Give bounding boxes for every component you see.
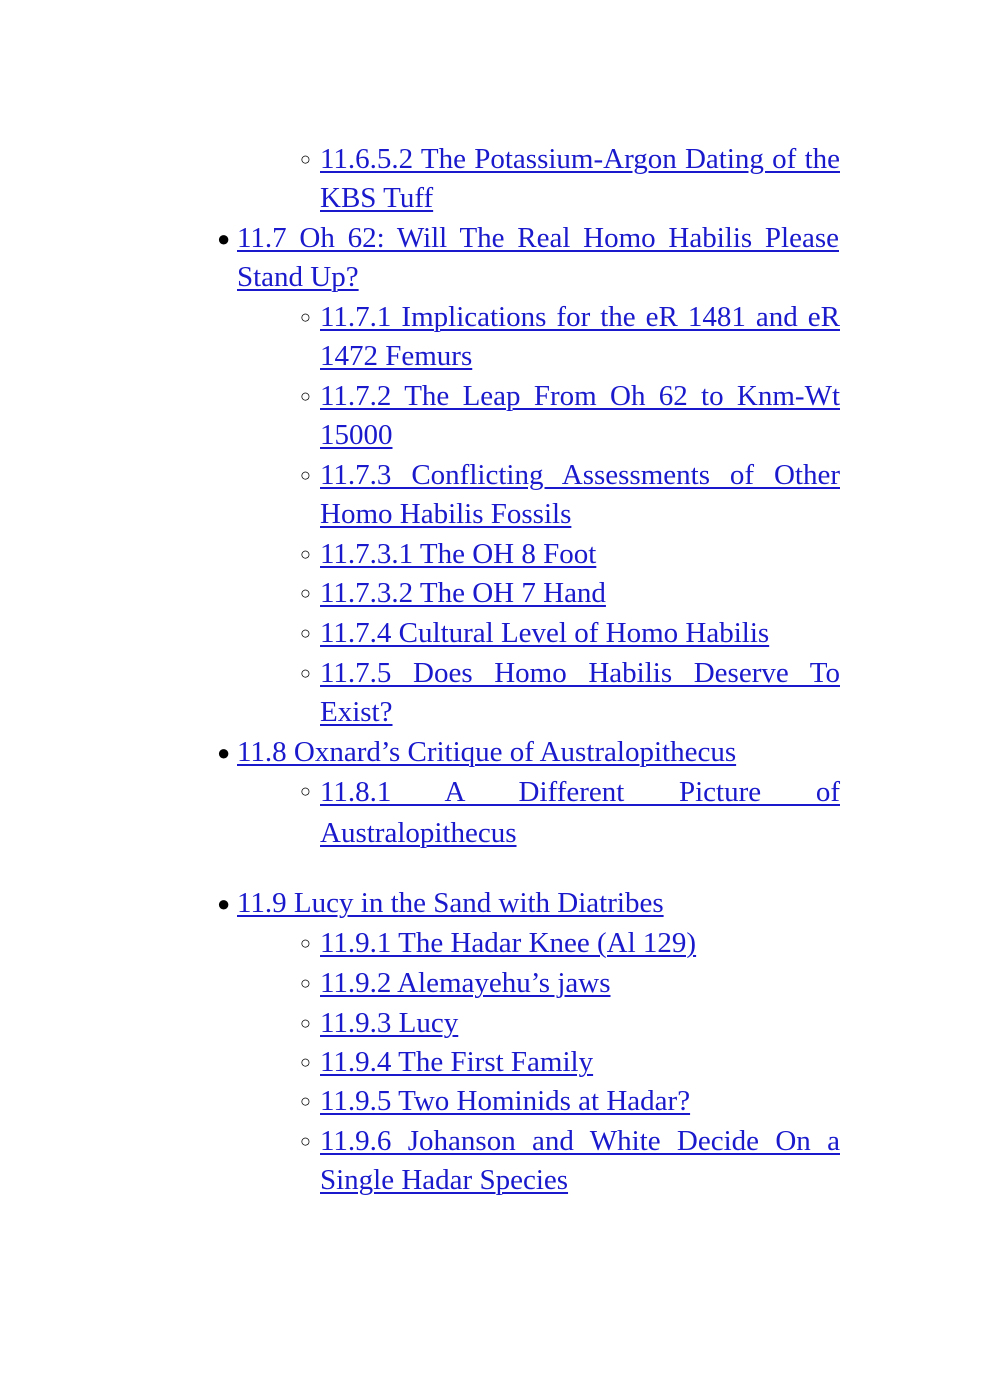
toc-entry-11-9-6[interactable] [320,1122,840,1200]
toc-link[interactable]: 11.9.2 Alemayehu’s jaws [320,967,611,999]
toc-link[interactable]: 11.9.5 Two Hominids at Hadar? [320,1085,691,1117]
toc-entry-11-7-3-2[interactable] [320,574,840,613]
circle-bullet-icon: ○ [300,1052,311,1072]
circle-bullet-icon: ○ [300,544,311,564]
toc-entry-11-7-4[interactable] [320,614,840,653]
toc-entry-11-8-1[interactable] [320,772,840,854]
toc-entry-11-9-3[interactable] [320,1004,840,1043]
toc-entry-11-8[interactable] [237,733,839,772]
toc-link[interactable]: 11.7.3.1 The OH 8 Foot [320,538,597,570]
circle-bullet-icon: ○ [300,663,311,683]
toc-entry-11-7-5[interactable] [320,654,840,732]
toc-entry-11-9-2[interactable] [320,964,840,1003]
circle-bullet-icon: ○ [300,973,311,993]
toc-link[interactable]: 11.9 Lucy in the Sand with Diatribes [237,887,664,919]
toc-entry-11-7-1[interactable] [320,298,840,376]
toc-entry-11-9[interactable] [237,884,839,923]
toc-link[interactable]: 11.9.1 The Hadar Knee (Al 129) [320,927,697,959]
toc-entry-11-7-3[interactable] [320,456,840,534]
toc-entry-11-7-2[interactable] [320,377,840,455]
circle-bullet-icon: ○ [300,623,311,643]
toc-entry-11-7-3-1[interactable] [320,535,840,574]
disc-bullet-icon: ● [217,891,231,916]
toc-link[interactable]: 11.7.3.2 The OH 7 Hand [320,577,606,609]
circle-bullet-icon: ○ [300,307,311,327]
toc-entry-11-6-5-2[interactable] [320,140,840,218]
toc-link[interactable]: 11.9.4 The First Family [320,1046,594,1078]
circle-bullet-icon: ○ [300,583,311,603]
disc-bullet-icon: ● [217,226,231,251]
circle-bullet-icon: ○ [300,1131,311,1151]
toc-entry-11-7[interactable] [237,219,839,297]
circle-bullet-icon: ○ [300,465,311,485]
circle-bullet-icon: ○ [300,149,311,169]
toc-link[interactable]: 11.8 Oxnard’s Critique of Australopithecus [237,736,737,768]
toc-link[interactable]: 11.6.5.2 The Potassium-Argon Dating of the KBS Tuff [320,143,840,214]
circle-bullet-icon: ○ [300,1013,311,1033]
toc-link[interactable]: 11.8.1 A Different Picture of Australopithecus [320,776,840,849]
toc-link[interactable]: 11.7 Oh 62: Will The Real Homo Habilis Please Stand Up? [237,222,839,293]
toc-link[interactable]: 11.7.2 The Leap From Oh 62 to Knm-Wt 15000 [320,380,840,451]
toc-link[interactable]: 11.9.6 Johanson and White Decide On a Single Hadar Species [320,1125,840,1196]
disc-bullet-icon: ● [217,740,231,765]
toc-entry-11-9-5[interactable] [320,1082,840,1121]
circle-bullet-icon: ○ [300,933,311,953]
toc-link[interactable]: 11.7.4 Cultural Level of Homo Habilis [320,617,770,649]
toc-link[interactable]: 11.7.1 Implications for the eR 1481 and eR 1472 Femurs [320,301,840,372]
circle-bullet-icon: ○ [300,781,311,801]
circle-bullet-icon: ○ [300,1091,311,1111]
toc-entry-11-9-4[interactable] [320,1043,840,1082]
toc-link[interactable]: 11.7.3 Conflicting Assessments of Other Homo Habilis Fossils [320,459,840,530]
circle-bullet-icon: ○ [300,386,311,406]
toc-entry-11-9-1[interactable] [320,924,840,963]
toc-link[interactable]: 11.9.3 Lucy [320,1007,459,1039]
toc-link[interactable]: 11.7.5 Does Homo Habilis Deserve To Exist? [320,657,840,728]
